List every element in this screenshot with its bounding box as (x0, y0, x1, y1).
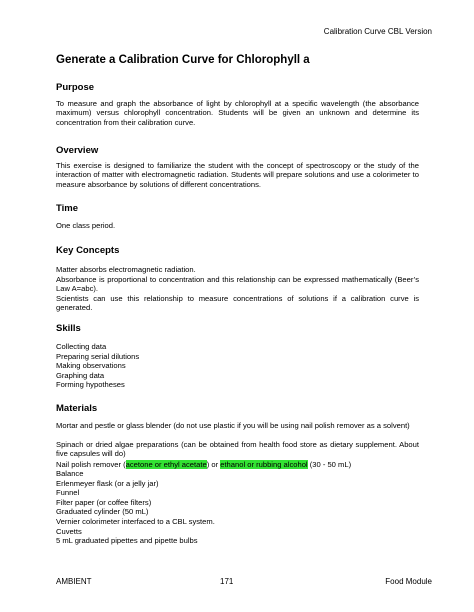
highlighted-solvent-2: ethanol or rubbing alcohol (220, 459, 308, 469)
page-number: 171 (220, 577, 234, 586)
list-item: Preparing serial dilutions (56, 351, 140, 361)
material-item-1: Mortar and pestle or glass blender (do not use plastic if you will be using nail polish remover as a solvent) (56, 421, 410, 430)
overview-text: This exercise is designed to familiarize the student with the concept of spectroscopy or the study of the interaction of matter with electromagnetic radiation. Students will prepare solutions and use a colorimeter to measure absorbance by solutions of different concentrations. (56, 161, 419, 189)
list-item: Making observations (56, 361, 126, 371)
purpose-heading: Purpose (56, 82, 95, 93)
material-item-3-suffix: (30 - 50 mL) (307, 459, 352, 469)
list-item: Vernier colorimeter interfaced to a CBL system. (56, 516, 215, 526)
materials-list (56, 469, 215, 546)
material-item-3 (56, 460, 351, 470)
purpose-text: To measure and graph the absorbance of light by chlorophyll at a specific wavelength (the absorbance maximum) versus chlorophyll concentration. Students will be given an unknown and determine its concentration from their calibration curve. (56, 99, 419, 127)
list-item: Collecting data (56, 342, 107, 351)
list-item: 5 mL graduated pipettes and pipette bulbs (56, 536, 198, 546)
key-concept-1: Matter absorbs electromagnetic radiation. (56, 265, 196, 274)
list-item: Graphing data (56, 370, 105, 380)
list-item: Forming hypotheses (56, 380, 125, 390)
footer-left: AMBIENT (56, 577, 92, 586)
list-item: Funnel (56, 488, 80, 498)
material-item-3-middle: ) or (206, 459, 221, 469)
page-title: Generate a Calibration Curve for Chlorophyll a (56, 54, 310, 66)
key-concept-3: Scientists can use this relationship to measure concentrations of solutions if a calibration curve is generated. (56, 293, 419, 312)
list-item: Cuvetts (56, 526, 82, 536)
skills-list (56, 342, 139, 390)
list-item: Erlenmeyer flask (or a jelly jar) (56, 478, 159, 488)
key-concept-2: Absorbance is proportional to concentration and this relationship can be expressed mathematically (Beer’s Law A=abc). (56, 274, 419, 293)
list-item: Graduated cylinder (50 mL) (56, 507, 149, 517)
footer-right: Food Module (385, 577, 432, 586)
running-header: Calibration Curve CBL Version (323, 27, 432, 36)
time-text: One class period. (56, 221, 116, 230)
overview-heading: Overview (56, 145, 99, 156)
list-item: Filter paper (or coffee filters) (56, 497, 152, 507)
material-item-3-prefix: Nail polish remover ( (56, 459, 126, 469)
key-concepts-heading: Key Concepts (56, 245, 120, 256)
material-item-2: Spinach or dried algae preparations (can be obtained from health food store as dietary supplement. About five capsules will do) (56, 440, 419, 459)
highlighted-solvent-1: acetone or ethyl acetate (125, 459, 207, 469)
time-heading: Time (56, 203, 79, 214)
skills-heading: Skills (56, 323, 81, 334)
list-item: Balance (56, 469, 84, 478)
materials-heading: Materials (56, 403, 98, 414)
